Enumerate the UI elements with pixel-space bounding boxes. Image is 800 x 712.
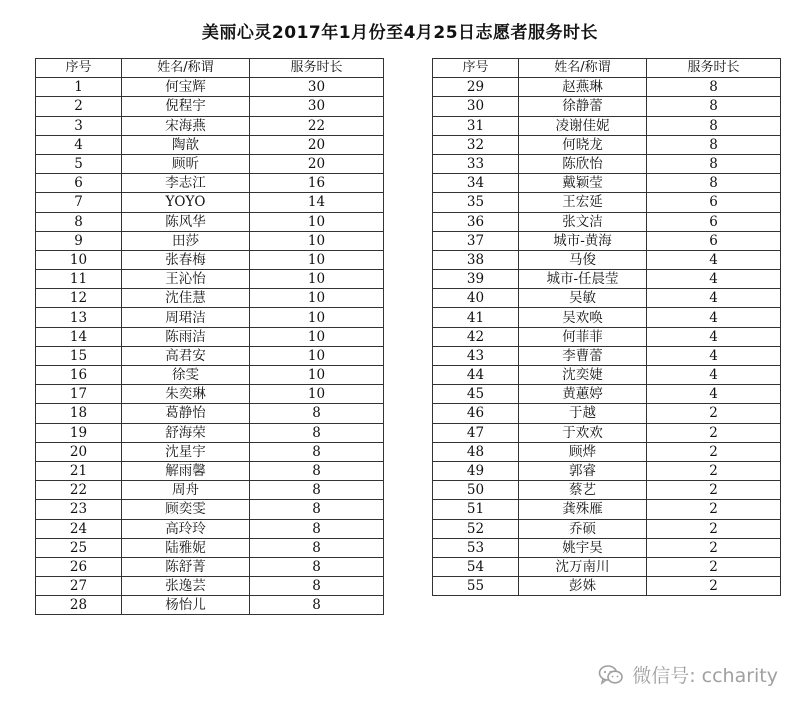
row-name: 周珺洁 [122, 308, 250, 327]
row-index: 55 [433, 577, 519, 596]
row-hours: 30 [250, 97, 384, 116]
row-hours: 2 [647, 404, 781, 423]
row-name: 蔡艺 [519, 481, 647, 500]
row-hours: 8 [647, 135, 781, 154]
table-row [36, 327, 384, 346]
volunteer-table-left [35, 58, 384, 615]
row-name: 姚宇昊 [519, 538, 647, 557]
row-hours: 6 [647, 212, 781, 231]
row-name: 顾昕 [122, 154, 250, 173]
table-row [433, 97, 781, 116]
row-hours: 6 [647, 193, 781, 212]
row-name: 戴颖莹 [519, 174, 647, 193]
table-row [36, 519, 384, 538]
volunteer-table-right [432, 58, 781, 596]
table-row [36, 270, 384, 289]
table-row [36, 596, 384, 615]
row-index: 45 [433, 385, 519, 404]
table-row [36, 461, 384, 480]
row-hours: 10 [250, 327, 384, 346]
table-row [36, 538, 384, 557]
watermark-text: 微信号: ccharity [632, 665, 778, 687]
row-name: 李志江 [122, 174, 250, 193]
header-index: 序号 [36, 59, 122, 78]
table-row [433, 327, 781, 346]
table-row [433, 519, 781, 538]
row-name: 田莎 [122, 231, 250, 250]
table-row [433, 538, 781, 557]
row-name: 王宏延 [519, 193, 647, 212]
table-row [433, 577, 781, 596]
table-row [36, 97, 384, 116]
row-index: 19 [36, 423, 122, 442]
row-index: 3 [36, 116, 122, 135]
table-row [36, 423, 384, 442]
table-row [36, 212, 384, 231]
table-header-row [433, 59, 781, 78]
table-row [36, 481, 384, 500]
row-hours: 10 [250, 346, 384, 365]
row-index: 9 [36, 231, 122, 250]
table-row [36, 174, 384, 193]
table-row [36, 385, 384, 404]
row-hours: 8 [647, 78, 781, 97]
row-name: 朱奕琳 [122, 385, 250, 404]
table-row [433, 154, 781, 173]
row-hours: 16 [250, 174, 384, 193]
row-index: 47 [433, 423, 519, 442]
table-row [433, 500, 781, 519]
row-name: 何菲菲 [519, 327, 647, 346]
row-hours: 4 [647, 289, 781, 308]
row-name: 凌谢佳妮 [519, 116, 647, 135]
row-name: 陈风华 [122, 212, 250, 231]
row-index: 54 [433, 557, 519, 576]
row-index: 24 [36, 519, 122, 538]
row-index: 32 [433, 135, 519, 154]
row-hours: 4 [647, 308, 781, 327]
row-hours: 4 [647, 366, 781, 385]
wechat-icon [598, 664, 624, 686]
row-name: 陈雨洁 [122, 327, 250, 346]
row-index: 17 [36, 385, 122, 404]
row-name: 高君安 [122, 346, 250, 365]
row-index: 16 [36, 366, 122, 385]
table-row [433, 212, 781, 231]
row-name: 徐雯 [122, 366, 250, 385]
row-name: 王沁怡 [122, 270, 250, 289]
header-hours: 服务时长 [647, 59, 781, 78]
table-row [36, 346, 384, 365]
row-index: 12 [36, 289, 122, 308]
row-name: 马俊 [519, 250, 647, 269]
row-index: 30 [433, 97, 519, 116]
row-index: 50 [433, 481, 519, 500]
row-hours: 8 [250, 557, 384, 576]
row-name: 张文洁 [519, 212, 647, 231]
row-hours: 8 [647, 154, 781, 173]
table-row [36, 500, 384, 519]
row-index: 7 [36, 193, 122, 212]
row-index: 36 [433, 212, 519, 231]
row-hours: 10 [250, 289, 384, 308]
row-hours: 20 [250, 135, 384, 154]
row-name: YOYO [122, 193, 250, 212]
row-name: 乔硕 [519, 519, 647, 538]
row-name: 龚殊雁 [519, 500, 647, 519]
row-index: 44 [433, 366, 519, 385]
row-hours: 8 [250, 519, 384, 538]
row-index: 26 [36, 557, 122, 576]
row-index: 35 [433, 193, 519, 212]
row-name: 杨怡儿 [122, 596, 250, 615]
row-index: 49 [433, 461, 519, 480]
row-hours: 2 [647, 538, 781, 557]
row-index: 21 [36, 461, 122, 480]
table-row [433, 135, 781, 154]
row-index: 43 [433, 346, 519, 365]
row-hours: 10 [250, 308, 384, 327]
row-hours: 8 [647, 116, 781, 135]
table-row [433, 423, 781, 442]
table-row [433, 385, 781, 404]
table-row [36, 116, 384, 135]
row-index: 34 [433, 174, 519, 193]
page-title: 美丽心灵2017年1月份至4月25日志愿者服务时长 [201, 23, 599, 43]
table-row [433, 404, 781, 423]
table-row [433, 270, 781, 289]
row-hours: 10 [250, 385, 384, 404]
row-name: 吴欢唤 [519, 308, 647, 327]
row-name: 葛静怡 [122, 404, 250, 423]
table-row [36, 250, 384, 269]
row-name: 于越 [519, 404, 647, 423]
table-row [433, 289, 781, 308]
row-hours: 22 [250, 116, 384, 135]
row-index: 13 [36, 308, 122, 327]
table-row [433, 366, 781, 385]
row-index: 41 [433, 308, 519, 327]
row-hours: 8 [647, 174, 781, 193]
row-index: 51 [433, 500, 519, 519]
row-name: 于欢欢 [519, 423, 647, 442]
row-name: 城市-任晨莹 [519, 270, 647, 289]
row-index: 18 [36, 404, 122, 423]
row-name: 陈欣怡 [519, 154, 647, 173]
row-index: 27 [36, 577, 122, 596]
row-hours: 14 [250, 193, 384, 212]
header-index: 序号 [433, 59, 519, 78]
row-index: 5 [36, 154, 122, 173]
row-index: 48 [433, 442, 519, 461]
table-row [433, 461, 781, 480]
row-name: 沈万南川 [519, 557, 647, 576]
table-row [36, 404, 384, 423]
header-name: 姓名/称谓 [519, 59, 647, 78]
table-row [433, 250, 781, 269]
row-hours: 10 [250, 212, 384, 231]
row-name: 沈星宇 [122, 442, 250, 461]
table-row [36, 442, 384, 461]
row-hours: 4 [647, 327, 781, 346]
row-index: 53 [433, 538, 519, 557]
row-hours: 8 [250, 442, 384, 461]
row-hours: 2 [647, 519, 781, 538]
row-index: 22 [36, 481, 122, 500]
row-hours: 8 [250, 596, 384, 615]
table-row [36, 557, 384, 576]
table-row [433, 308, 781, 327]
row-hours: 4 [647, 385, 781, 404]
row-index: 40 [433, 289, 519, 308]
row-name: 陆雅妮 [122, 538, 250, 557]
table-row [36, 231, 384, 250]
table-row [36, 135, 384, 154]
row-name: 解雨馨 [122, 461, 250, 480]
row-index: 4 [36, 135, 122, 154]
row-name: 徐静蕾 [519, 97, 647, 116]
row-index: 46 [433, 404, 519, 423]
row-index: 25 [36, 538, 122, 557]
row-name: 沈奕婕 [519, 366, 647, 385]
row-hours: 6 [647, 231, 781, 250]
row-name: 赵燕琳 [519, 78, 647, 97]
row-name: 沈佳慧 [122, 289, 250, 308]
row-hours: 8 [250, 481, 384, 500]
row-hours: 4 [647, 346, 781, 365]
row-name: 陶歆 [122, 135, 250, 154]
row-name: 何宝辉 [122, 78, 250, 97]
table-row [36, 308, 384, 327]
table-row [36, 366, 384, 385]
table-row [36, 289, 384, 308]
row-name: 黄蕙婷 [519, 385, 647, 404]
row-index: 39 [433, 270, 519, 289]
row-index: 33 [433, 154, 519, 173]
row-name: 高玲玲 [122, 519, 250, 538]
row-index: 29 [433, 78, 519, 97]
table-row [36, 577, 384, 596]
row-name: 宋海燕 [122, 116, 250, 135]
row-index: 11 [36, 270, 122, 289]
row-hours: 8 [250, 404, 384, 423]
header-hours: 服务时长 [250, 59, 384, 78]
row-index: 1 [36, 78, 122, 97]
table-row [36, 193, 384, 212]
wechat-watermark [598, 661, 778, 688]
row-hours: 2 [647, 461, 781, 480]
row-index: 52 [433, 519, 519, 538]
row-name: 顾奕雯 [122, 500, 250, 519]
row-hours: 8 [250, 423, 384, 442]
row-hours: 4 [647, 250, 781, 269]
header-name: 姓名/称谓 [122, 59, 250, 78]
row-hours: 2 [647, 442, 781, 461]
row-hours: 8 [250, 577, 384, 596]
row-hours: 10 [250, 250, 384, 269]
row-name: 倪程宇 [122, 97, 250, 116]
row-hours: 8 [250, 461, 384, 480]
row-name: 何晓龙 [519, 135, 647, 154]
table-row [433, 481, 781, 500]
table-row [36, 78, 384, 97]
row-name: 顾烨 [519, 442, 647, 461]
row-hours: 30 [250, 78, 384, 97]
row-index: 10 [36, 250, 122, 269]
row-hours: 8 [250, 538, 384, 557]
row-index: 15 [36, 346, 122, 365]
table-row [433, 442, 781, 461]
row-name: 张春梅 [122, 250, 250, 269]
row-name: 李曹蕾 [519, 346, 647, 365]
row-name: 郭睿 [519, 461, 647, 480]
row-index: 42 [433, 327, 519, 346]
row-hours: 2 [647, 557, 781, 576]
row-name: 张逸芸 [122, 577, 250, 596]
table-header-row [36, 59, 384, 78]
row-name: 彭姝 [519, 577, 647, 596]
table-row [433, 231, 781, 250]
row-index: 6 [36, 174, 122, 193]
row-hours: 8 [647, 97, 781, 116]
row-hours: 2 [647, 481, 781, 500]
row-hours: 10 [250, 270, 384, 289]
row-index: 8 [36, 212, 122, 231]
row-hours: 4 [647, 270, 781, 289]
row-hours: 8 [250, 500, 384, 519]
table-row [433, 174, 781, 193]
row-name: 陈舒菁 [122, 557, 250, 576]
row-index: 2 [36, 97, 122, 116]
row-hours: 10 [250, 366, 384, 385]
row-hours: 2 [647, 423, 781, 442]
table-row [433, 346, 781, 365]
row-index: 31 [433, 116, 519, 135]
row-index: 38 [433, 250, 519, 269]
row-name: 舒海荣 [122, 423, 250, 442]
row-index: 14 [36, 327, 122, 346]
row-name: 周舟 [122, 481, 250, 500]
row-index: 28 [36, 596, 122, 615]
table-row [433, 116, 781, 135]
table-row [433, 557, 781, 576]
row-name: 吴敏 [519, 289, 647, 308]
row-index: 37 [433, 231, 519, 250]
row-hours: 10 [250, 231, 384, 250]
row-hours: 2 [647, 500, 781, 519]
row-index: 20 [36, 442, 122, 461]
row-index: 23 [36, 500, 122, 519]
row-hours: 2 [647, 577, 781, 596]
row-name: 城市-黄海 [519, 231, 647, 250]
table-row [433, 193, 781, 212]
row-hours: 20 [250, 154, 384, 173]
table-row [36, 154, 384, 173]
table-row [433, 78, 781, 97]
